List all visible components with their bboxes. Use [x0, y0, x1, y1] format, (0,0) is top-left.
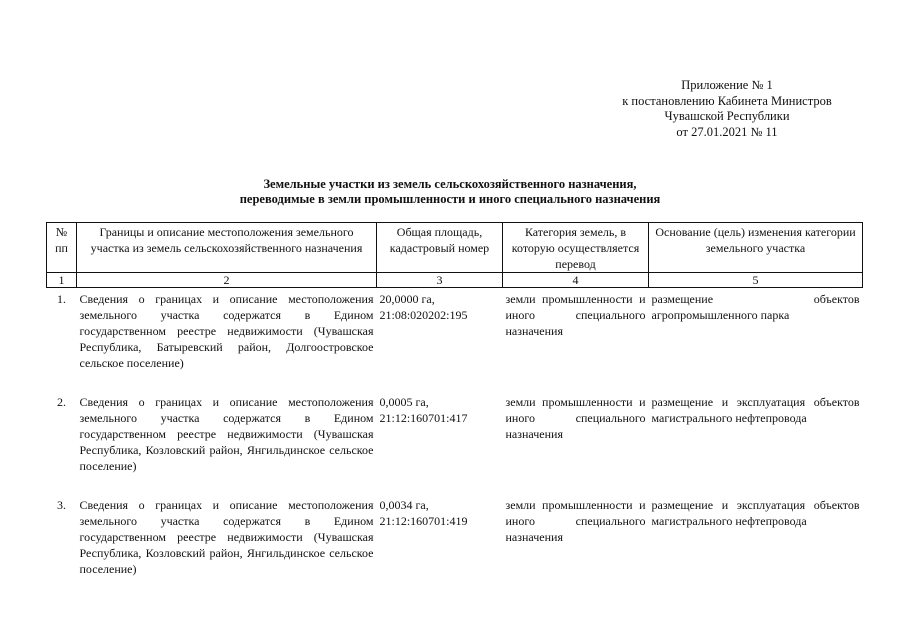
header-description: Границы и описание местоположения земельного участка из земель сельскохозяйственного назначения [77, 223, 377, 273]
land-plots-table [46, 222, 863, 577]
appendix-number: Приложение № 1 [681, 78, 773, 92]
land-category: земли промышленности и иного специального назначения [505, 292, 646, 338]
column-number: 2 [77, 273, 377, 288]
column-number: 4 [503, 273, 649, 288]
header-area: Общая площадь, кадастровый номер [377, 223, 503, 273]
row-number: 1. [57, 292, 66, 306]
appendix-resolution: к постановлению Кабинета Министров [622, 93, 832, 108]
cadastral-number: 21:12:160701:419 [379, 514, 468, 528]
change-basis: размещение объектов агропромышленного парка [651, 292, 860, 322]
title-line-1: Земельные участки из земель сельскохозяйственного назначения, [263, 177, 637, 191]
plot-description: Сведения о границах и описание местоположения земельного участка содержатся в Едином государственном реестре недвижимости (Чувашская Республика, Батыревский район, Долгоостровское сельское поселение) [79, 292, 374, 370]
row-number: 2. [57, 395, 66, 409]
header-category: Категория земель, в которую осуществляется перевод [503, 223, 649, 273]
change-basis: размещение и эксплуатация объектов магистрального нефтепровода [651, 395, 860, 425]
cadastral-number: 21:08:020202:195 [379, 308, 468, 322]
area-cadastral [377, 391, 503, 474]
change-basis: размещение и эксплуатация объектов магистрального нефтепровода [651, 498, 860, 528]
row-number: 3. [57, 498, 66, 512]
column-number-row [47, 273, 863, 288]
appendix-date-number: от 27.01.2021 № 11 [676, 124, 778, 139]
plot-area: 0,0034 га, [379, 498, 429, 512]
land-category: земли промышленности и иного специального назначения [505, 395, 646, 441]
table-row [47, 494, 863, 577]
plot-description: Сведения о границах и описание местоположения земельного участка содержатся в Едином государственном реестре недвижимости (Чувашская Республика, Козловский район, Янгильдинское сельское поселение) [79, 395, 374, 473]
cadastral-number: 21:12:160701:417 [379, 411, 468, 425]
header-basis: Основание (цель) изменения категории земельного участка [649, 223, 863, 273]
plot-area: 20,0000 га, [379, 292, 435, 306]
document-title [100, 177, 800, 207]
plot-description: Сведения о границах и описание местоположения земельного участка содержатся в Едином государственном реестре недвижимости (Чувашская Республика, Козловский район, Янгильдинское сельское поселение) [79, 498, 374, 576]
table-row [47, 288, 863, 372]
area-cadastral [377, 494, 503, 577]
column-number: 3 [377, 273, 503, 288]
appendix-republic: Чувашской Республики [664, 109, 790, 123]
table-header-row [47, 223, 863, 273]
area-cadastral [377, 288, 503, 372]
table-row [47, 391, 863, 474]
column-number: 1 [47, 273, 77, 288]
appendix-header [596, 78, 858, 140]
header-number: № пп [47, 223, 77, 273]
column-number: 5 [649, 273, 863, 288]
land-category: земли промышленности и иного специального назначения [505, 498, 646, 544]
title-line-2: переводимые в земли промышленности и иного специального назначения [239, 192, 661, 206]
plot-area: 0,0005 га, [379, 395, 429, 409]
